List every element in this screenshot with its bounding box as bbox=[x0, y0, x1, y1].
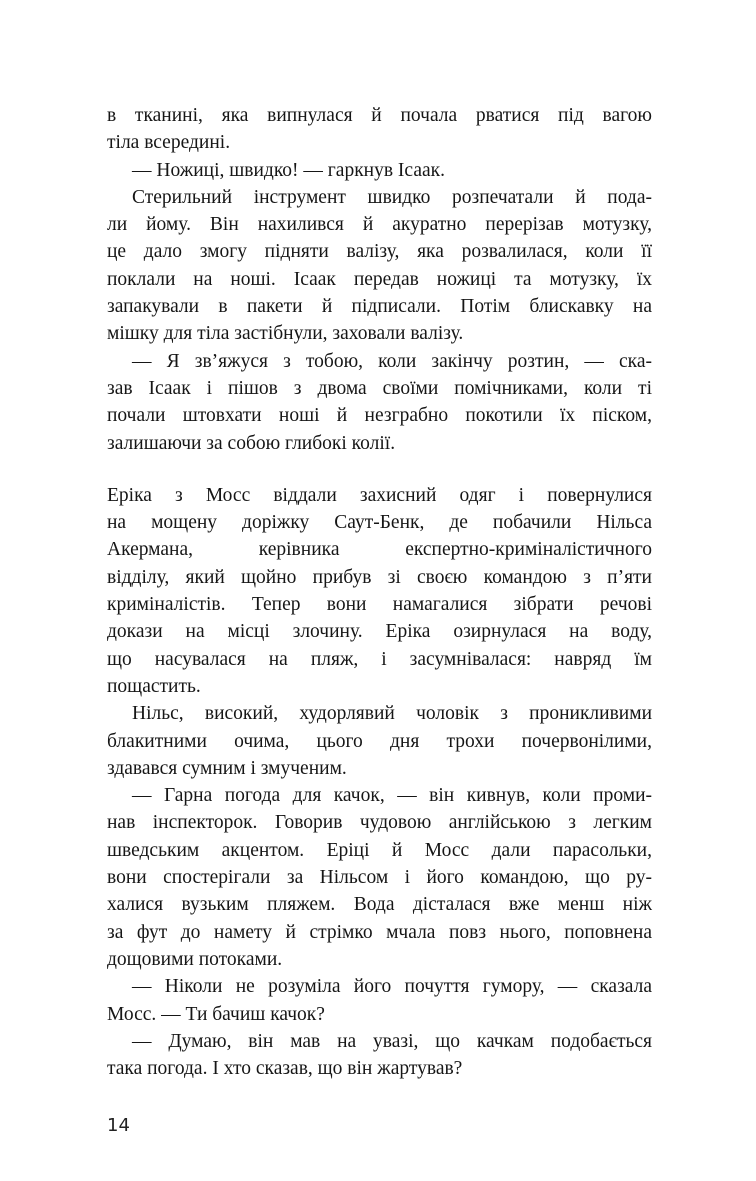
page-number: 14 bbox=[107, 1115, 130, 1136]
text-line: на мощену доріжку Саут-Бенк, де побачили Нільса bbox=[107, 512, 652, 534]
text-line: така погода. І хто сказав, що він жартував? bbox=[107, 1058, 463, 1080]
text-line: Мосс. — Ти бачиш качок? bbox=[107, 1003, 325, 1025]
text-line: мішку для тіла застібнули, заховали валізу. bbox=[107, 323, 464, 345]
text-line: зав Ісаак і пішов з двома своїми помічниками, коли ті bbox=[107, 377, 652, 399]
text-line: відділу, який щойно прибув зі своєю командою з п’яти bbox=[107, 566, 652, 588]
section-break bbox=[107, 457, 652, 482]
text-line: дощовими потоками. bbox=[107, 948, 283, 970]
text-line: докази на місці злочину. Еріка озирнулася на воду, bbox=[107, 621, 652, 643]
text-line: халися вузьким пляжем. Вода дісталася вже менш ніж bbox=[107, 894, 652, 916]
text-line: Нільс, високий, худорлявий чоловік з проникливими bbox=[132, 703, 652, 725]
text-line: ли йому. Він нахилився й акуратно перерізав мотузку, bbox=[107, 214, 652, 236]
text-line: — Думаю, він мав на увазі, що качкам подобається bbox=[132, 1030, 652, 1052]
text-line: Стерильний інструмент швидко розпечатали й пода- bbox=[132, 186, 652, 208]
text-line: запакували в пакети й підписали. Потім блискавку на bbox=[107, 296, 652, 318]
text-line: що насувалася на пляж, і засумнівалася: навряд їм bbox=[107, 648, 652, 670]
text-line: Еріка з Мосс віддали захисний одяг і повернулися bbox=[107, 484, 652, 506]
book-page-text bbox=[107, 102, 652, 1082]
text-line: блакитними очима, цього дня трохи почервонілими, bbox=[107, 730, 652, 752]
text-line: здавався сумним і змученим. bbox=[107, 757, 347, 779]
text-line: шведським акцентом. Еріці й Мосс дали парасольки, bbox=[107, 839, 652, 861]
text-line: почали штовхати ноші й незграбно покотили їх піском, bbox=[107, 405, 652, 427]
text-line: в тканині, яка випнулася й почала рватися під вагою bbox=[107, 105, 652, 126]
text-line: — Я зв’яжуся з тобою, коли закінчу розтин, — ска- bbox=[132, 350, 652, 372]
text-line: — Ножиці, швидко! — гаркнув Ісаак. bbox=[132, 159, 445, 181]
text-line: нав інспекторок. Говорив чудовою англійською з легким bbox=[107, 812, 652, 834]
text-line: вони спостерігали за Нільсом і його командою, що ру- bbox=[107, 867, 652, 889]
text-line: Акермана, керівника експертно-криміналістичного bbox=[107, 539, 652, 561]
text-line: пощастить. bbox=[107, 675, 201, 697]
text-line: за фут до намету й стрімко мчала повз нього, поповнена bbox=[107, 921, 652, 943]
text-line: — Ніколи не розуміла його почуття гумору, — сказала bbox=[132, 976, 652, 998]
text-line: поклали на ноші. Ісаак передав ножиці та мотузку, їх bbox=[107, 268, 652, 290]
text-line: тіла всередині. bbox=[107, 132, 231, 154]
text-line: криміналістів. Тепер вони намагалися зібрати речові bbox=[107, 594, 652, 616]
text-line: — Гарна погода для качок, — він кивнув, коли проми- bbox=[132, 785, 652, 807]
text-line: це дало змогу підняти валізу, яка розвалилася, коли її bbox=[107, 241, 652, 263]
text-line: залишаючи за собою глибокі колії. bbox=[107, 432, 396, 454]
